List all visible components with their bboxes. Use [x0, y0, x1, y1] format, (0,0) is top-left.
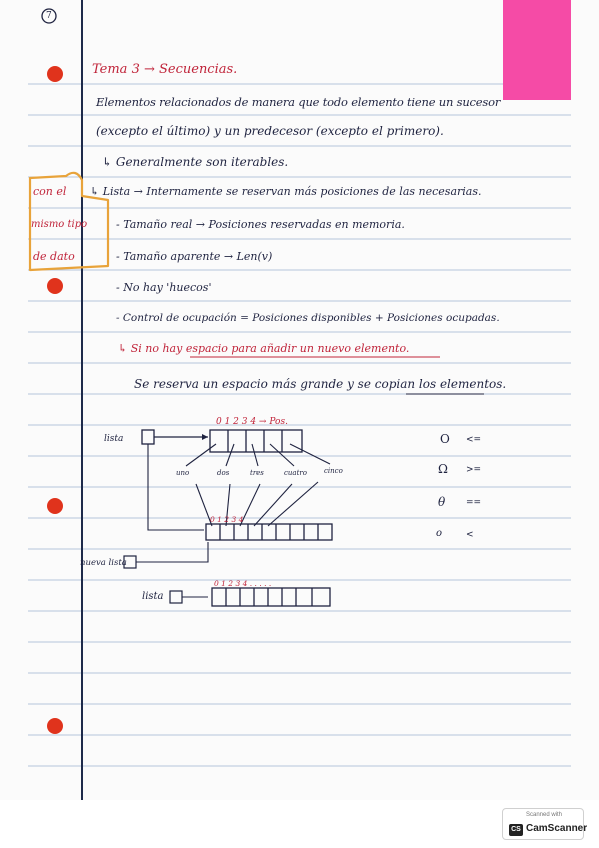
pos-label: 0 1 2 3 4 → Pos. — [216, 417, 288, 427]
element-cuatro: cuatro — [284, 469, 307, 477]
scanner-brand: CamScanner — [526, 823, 588, 834]
element-dos: dos — [217, 469, 230, 477]
text-line-5: - Tamaño real → Posiciones reservadas en memoria. — [116, 218, 405, 231]
symbol-omega: Ω — [438, 462, 448, 476]
text-line-8: - Control de ocupación = Posiciones disponibles + Posiciones ocupadas. — [116, 312, 500, 324]
nueva-label: nueva lista — [80, 558, 127, 568]
nueva-arrow — [136, 542, 208, 562]
punch-hole — [47, 278, 63, 294]
lista2-indices: 0 1 2 3 4 . . . . . — [214, 579, 272, 588]
element-arrows — [186, 444, 330, 466]
margin-note-line-1: con el — [33, 185, 67, 198]
symbol-little-o-op: < — [466, 530, 474, 540]
arrowhead — [202, 434, 208, 440]
text-line-2: (excepto el último) y un predecesor (excepto el primero). — [96, 124, 444, 138]
scanner-caption: Scanned with — [525, 812, 563, 818]
symbol-theta-op: == — [466, 498, 482, 508]
page-marker: 7 — [46, 11, 52, 21]
margin-note-line-2: mismo tipo — [31, 219, 88, 230]
symbol-little-o: o — [436, 528, 443, 539]
scanner-badge — [502, 808, 588, 840]
camscanner-logo-icon: CS — [509, 824, 523, 836]
sticky-note — [503, 0, 571, 100]
text-line-3: ↳ Generalmente son iterables. — [102, 155, 289, 169]
text-line-1: Elementos relacionados de manera que todo elemento tiene un sucesor — [96, 95, 501, 109]
margin-note-line-3: de dato — [33, 250, 75, 263]
element-tres: tres — [250, 469, 264, 477]
lista-var-box — [142, 430, 154, 444]
page-title: Tema 3 → Secuencias. — [92, 62, 238, 77]
symbol-big-o: O — [440, 432, 450, 446]
text-line-9: ↳ Si no hay espacio para añadir un nuevo elemento. — [118, 342, 410, 355]
lista2-label: lista — [142, 591, 164, 602]
list-array — [210, 430, 302, 452]
text-line-10: Se reserva un espacio más grande y se copian los elementos. — [134, 377, 507, 391]
lista2-var-box — [170, 591, 182, 603]
punch-hole — [47, 718, 63, 734]
element-uno: uno — [176, 469, 190, 477]
text-line-7: - No hay 'huecos' — [116, 281, 212, 294]
text-line-6: - Tamaño aparente → Len(v) — [116, 250, 273, 263]
symbol-theta: θ — [438, 495, 446, 509]
symbol-big-o-op: <= — [466, 435, 482, 445]
text-line-4: ↳ Lista → Internamente se reservan más posiciones de las necesarias. — [90, 185, 482, 198]
lista-label: lista — [104, 434, 124, 444]
punch-hole — [47, 66, 63, 82]
element-cinco: cinco — [324, 467, 343, 475]
punch-hole — [47, 498, 63, 514]
new-indices: 0 1 2 3 4 — [210, 515, 244, 524]
symbol-omega-op: >= — [466, 465, 482, 475]
